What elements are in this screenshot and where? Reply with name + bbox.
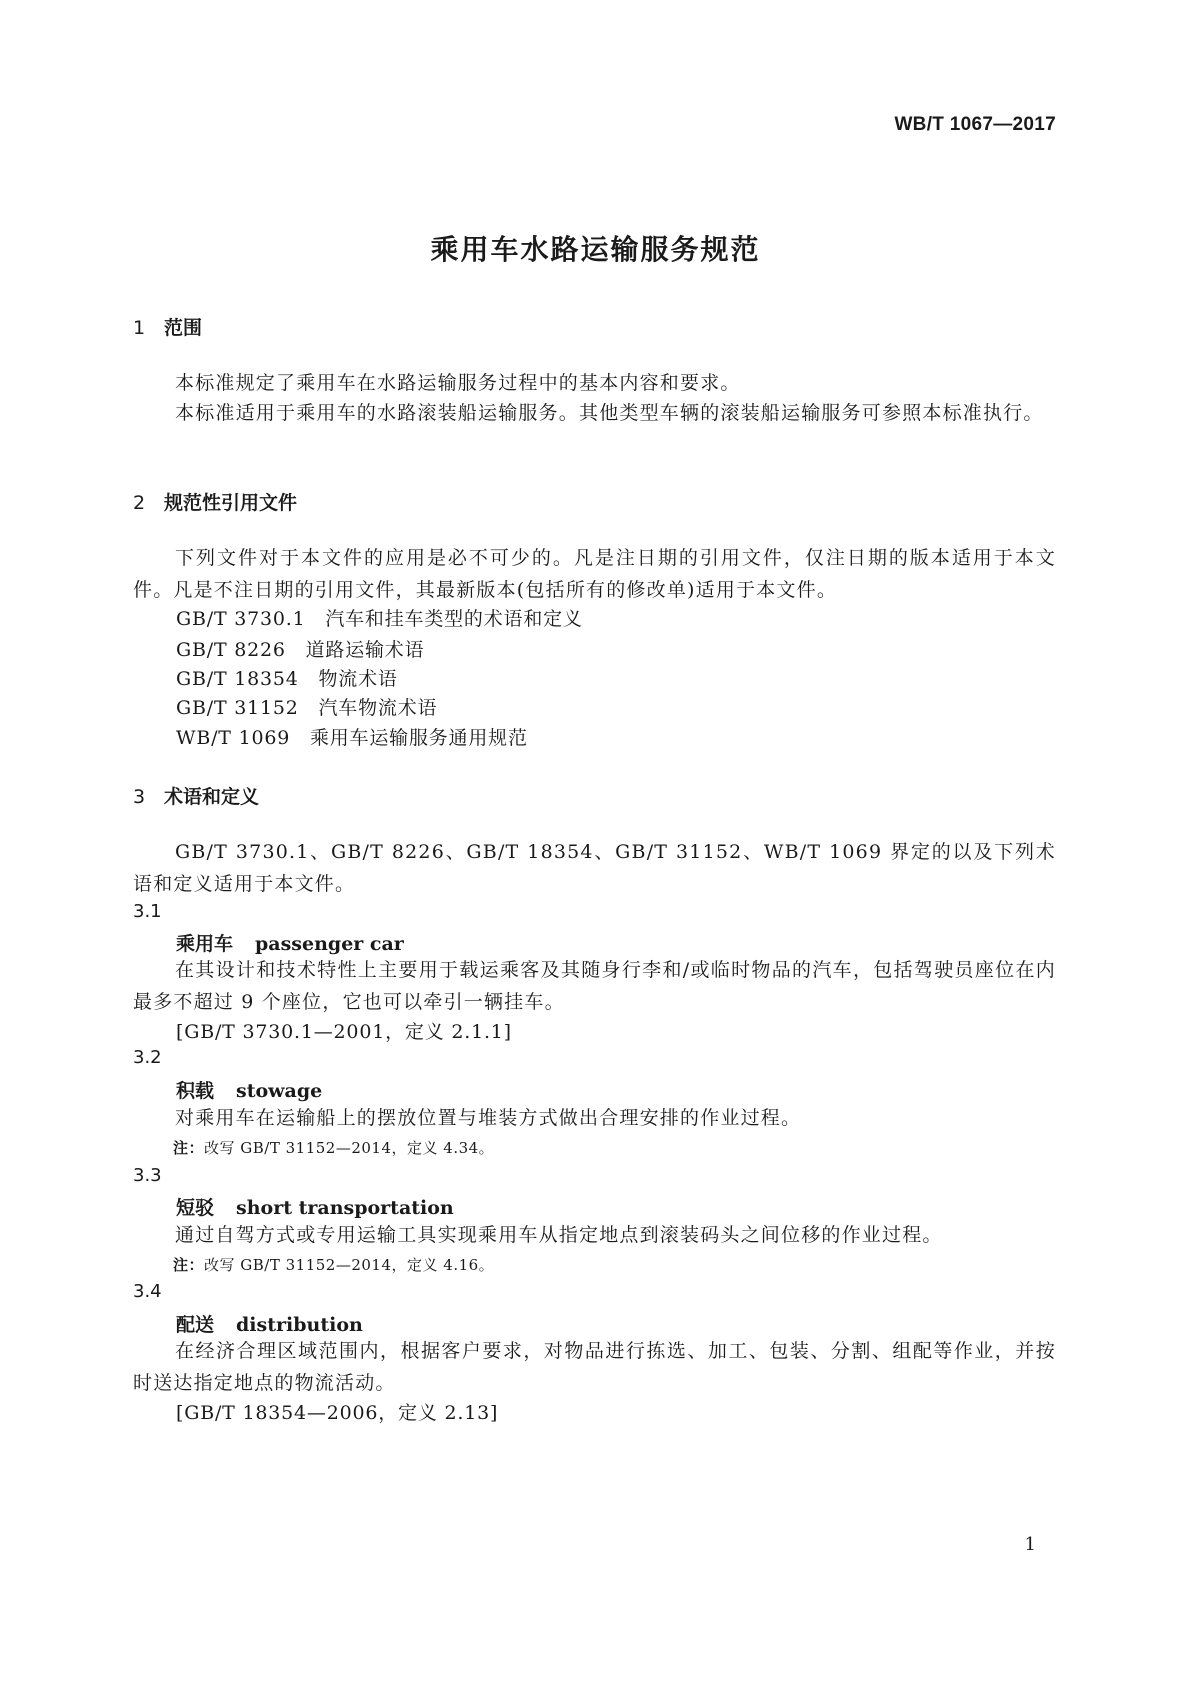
term-english: short transportation [236, 1197, 454, 1219]
term-definition: 对乘用车在运输船上的摆放位置与堆装方式做出合理安排的作业过程。 [175, 1107, 802, 1129]
references-intro-paragraph: 下列文件对于本文件的应用是必不可少的。凡是注日期的引用文件，仅注日期的版本适用于本文件。凡是不注日期的引用文件，其最新版本(包括所有的修改单)适用于本文件。 [133, 547, 1056, 601]
reference-item: GB/T 8226 道路运输术语 [176, 639, 425, 661]
term-source: [GB/T 3730.1—2001，定义 2.1.1] [176, 1021, 512, 1043]
term-number: 3.2 [133, 1047, 162, 1068]
note-label: 注： [173, 1139, 205, 1157]
terms-intro-paragraph: GB/T 3730.1、GB/T 8226、GB/T 18354、GB/T 31152、WB/T 1069 界定的以及下列术语和定义适用于本文件。 [133, 841, 1056, 895]
term-heading [176, 1193, 454, 1220]
term-note [173, 1137, 494, 1158]
term-number: 3.1 [133, 901, 162, 922]
reference-item: GB/T 3730.1 汽车和挂车类型的术语和定义 [176, 608, 583, 630]
reference-item: WB/T 1069 乘用车运输服务通用规范 [176, 727, 528, 749]
scope-paragraph-1: 本标准规定了乘用车在水路运输服务过程中的基本内容和要求。 [175, 372, 741, 394]
term-definition: 在其设计和技术特性上主要用于载运乘客及其随身行李和/或临时物品的汽车，包括驾驶员座位在内最多不超过 9 个座位，它也可以牵引一辆挂车。 [133, 959, 1056, 1013]
section-title: 术语和定义 [164, 786, 260, 808]
term-definition: 在经济合理区域范围内，根据客户要求，对物品进行拣选、加工、包装、分割、组配等作业，并按时送达指定地点的物流活动。 [133, 1340, 1056, 1394]
term-english: passenger car [255, 933, 404, 955]
section-number: 2 [133, 492, 146, 514]
section-heading-references [133, 488, 297, 515]
reference-item: GB/T 18354 物流术语 [176, 668, 398, 690]
section-title: 范围 [164, 317, 203, 339]
page-title: 乘用车水路运输服务规范 [430, 233, 761, 266]
term-chinese: 乘用车 [176, 933, 234, 955]
section-title: 规范性引用文件 [164, 492, 298, 514]
section-number: 3 [133, 786, 146, 808]
term-source: [GB/T 18354—2006，定义 2.13] [176, 1402, 499, 1424]
section-heading-scope [133, 313, 202, 340]
term-number: 3.3 [133, 1165, 162, 1186]
document-code: WB/T 1067—2017 [894, 114, 1056, 135]
section-heading-terms [133, 782, 259, 809]
note-text: 改写 GB/T 31152—2014，定义 4.34。 [204, 1139, 495, 1157]
term-chinese: 配送 [176, 1314, 215, 1336]
note-text: 改写 GB/T 31152—2014，定义 4.16。 [204, 1256, 495, 1274]
term-heading [176, 1076, 322, 1103]
scope-paragraph-2: 本标准适用于乘用车的水路滚装船运输服务。其他类型车辆的滚装船运输服务可参照本标准执行。 [175, 402, 1044, 424]
term-note [173, 1254, 494, 1275]
term-definition: 通过自驾方式或专用运输工具实现乘用车从指定地点到滚装码头之间位移的作业过程。 [175, 1224, 943, 1246]
term-chinese: 积载 [176, 1080, 215, 1102]
term-english: distribution [236, 1314, 363, 1336]
term-number: 3.4 [133, 1281, 162, 1302]
reference-item: GB/T 31152 汽车物流术语 [176, 697, 438, 719]
term-english: stowage [236, 1080, 323, 1102]
note-label: 注： [173, 1256, 205, 1274]
page-number: 1 [1024, 1534, 1036, 1555]
term-heading [176, 929, 404, 956]
section-number: 1 [133, 317, 146, 339]
term-chinese: 短驳 [176, 1197, 215, 1219]
term-heading [176, 1310, 363, 1337]
